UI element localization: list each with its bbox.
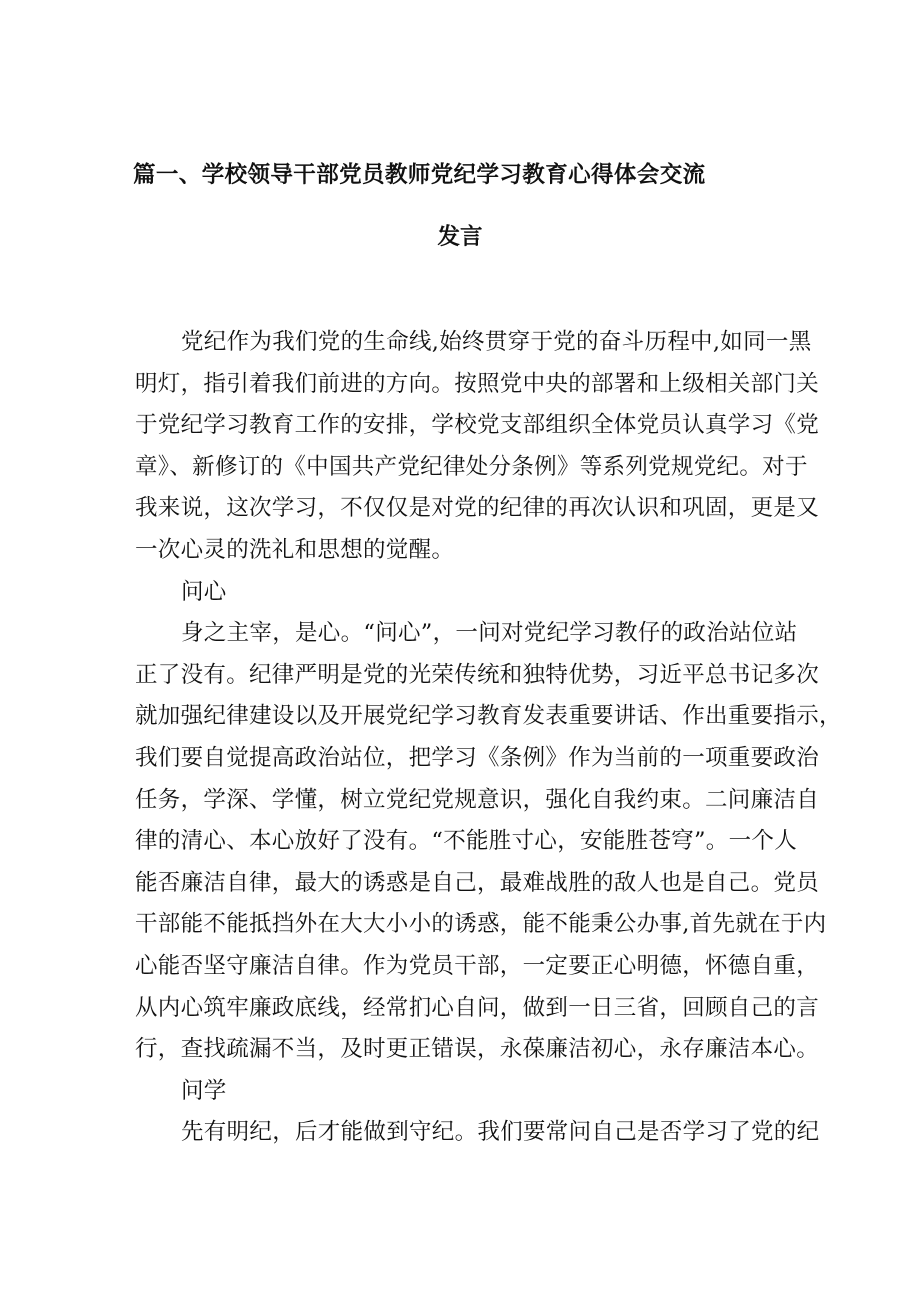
section-heading: 问学 xyxy=(181,1077,227,1104)
text-line: 明灯，指引着我们前进的方向。按照党中央的部署和上级相关部门关 xyxy=(135,370,820,397)
document-title: 篇一、学校领导干部党员教师党纪学习教育心得体会交流 xyxy=(133,162,706,188)
text-line: 章》、新修订的《中国共产党纪律处分条例》等系列党规党纪。对于 xyxy=(135,453,808,480)
text-line: 任务，学深、学懂，树立党纪党规意识，强化自我约束。二问廉洁自 xyxy=(135,786,820,813)
text-line: 心能否坚守廉洁自律。作为党员干部，一定要正心明德，怀德自重， xyxy=(135,952,820,979)
text-line: 就加强纪律建设以及开展党纪学习教育发表重要讲话、作出重要指示， xyxy=(135,703,842,730)
text-line: 干部能不能抵挡外在大大小小的诱惑，能不能秉公办事,首先就在于内 xyxy=(135,911,827,938)
text-line: 党纪作为我们党的生命线,始终贯穿于党的奋斗历程中,如同一黑 xyxy=(181,329,812,355)
text-line: 一次心灵的洗礼和思想的觉醒。 xyxy=(135,536,455,563)
text-line: 身之主宰，是心。“问心”，一问对党纪学习教仔的政治站位站 xyxy=(181,620,798,647)
document-body xyxy=(135,322,842,1154)
text-line: 正了没有。纪律严明是党的光荣传统和独特优势，习近平总书记多次 xyxy=(135,661,820,688)
section-heading: 问心 xyxy=(181,578,227,605)
text-line: 于党纪学习教育工作的安排，学校党支部组织全体党员认真学习《党 xyxy=(135,412,820,439)
document-title-continuation: 发言 xyxy=(437,224,483,250)
text-line: 先有明纪，后才能做到守纪。我们要常问自己是否学习了党的纪 xyxy=(181,1119,820,1146)
text-line: 从内心筑牢廉政底线，经常扪心自问，做到一日三省，回顾自己的言 xyxy=(135,994,820,1021)
text-line: 我来说，这次学习，不仅仅是对党的纪律的再次认识和巩固，更是又 xyxy=(135,495,820,522)
text-line: 行，查找疏漏不当，及时更正错误，永葆廉洁初心，永存廉洁本心。 xyxy=(135,1036,820,1063)
text-line: 能否廉洁自律，最大的诱惑是自己，最难战胜的敌人也是自己。党员 xyxy=(135,869,820,896)
text-line: 我们要自觉提高政治站位，把学习《条例》作为当前的一项重要政治 xyxy=(135,744,820,771)
text-line: 律的清心、本心放好了没有。“不能胜寸心，安能胜苍穹”。一个人 xyxy=(135,828,798,855)
